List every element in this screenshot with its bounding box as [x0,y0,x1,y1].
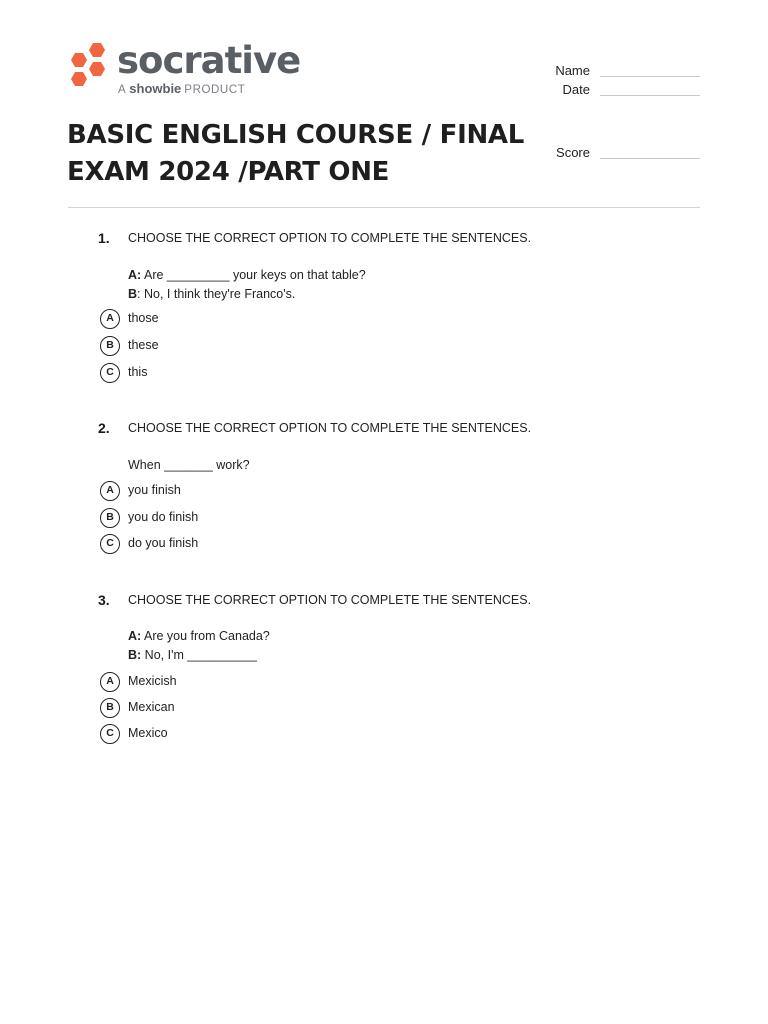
option-letter: C [100,363,120,383]
stem-text: Are you from Canada? [141,629,270,643]
date-line [600,95,700,96]
option-text: you finish [128,483,181,497]
option-c[interactable] [100,363,400,383]
option-letter: C [100,724,120,744]
question-stem-line [128,266,366,285]
socrative-logo [67,39,301,98]
question-prompt: CHOOSE THE CORRECT OPTION TO COMPLETE THE SENTENCES. [128,421,532,435]
option-letter: A [100,309,120,329]
question-stem-line [128,646,257,665]
date-label: Date [562,82,590,97]
name-field[interactable] [540,63,700,81]
score-label: Score [556,145,590,160]
option-letter: A [100,672,120,692]
logo-wordmark: socrative [117,39,301,82]
stem-text: : No, I think they're Franco's. [137,287,296,301]
logo-subtitle [118,81,245,96]
option-letter: B [100,508,120,528]
score-line [600,158,700,159]
hexagon-logo-icon [67,43,107,95]
option-a[interactable] [100,309,400,329]
speaker-label: B [128,287,138,301]
logo-sub-prefix: A [118,84,127,96]
speaker-label: B: [128,648,142,662]
option-b[interactable] [100,508,400,528]
option-letter: B [100,698,120,718]
option-text: do you finish [128,536,199,550]
question-number: 1. [98,230,110,246]
divider [68,207,700,208]
logo-sub-brand: showbie [129,81,182,96]
stem-text: No, I'm __________ [141,648,257,662]
question-number: 2. [98,420,110,436]
question-number: 3. [98,592,110,608]
option-c[interactable] [100,534,400,554]
option-a[interactable] [100,481,400,501]
question-prompt: CHOOSE THE CORRECT OPTION TO COMPLETE THE SENTENCES. [128,231,532,245]
question-stem-line [128,627,270,646]
option-letter: B [100,336,120,356]
option-text: Mexican [128,700,175,714]
question-stem-line: When _______ work? [128,458,250,472]
name-label: Name [555,63,590,78]
page-title: BASIC ENGLISH COURSE / FINAL EXAM 2024 /PART ONE [67,120,524,187]
option-b[interactable] [100,336,400,356]
option-text: those [128,311,159,325]
stem-text: Are _________ your keys on that table? [141,268,366,282]
logo-sub-suffix: PRODUCT [184,84,246,96]
option-c[interactable] [100,724,400,744]
name-line [600,76,700,77]
option-a[interactable] [100,672,400,692]
option-b[interactable] [100,698,400,718]
question-prompt: CHOOSE THE CORRECT OPTION TO COMPLETE THE SENTENCES. [128,593,532,607]
option-text: Mexico [128,726,168,740]
speaker-label: A: [128,268,142,282]
option-text: you do finish [128,510,199,524]
score-field[interactable] [540,145,700,163]
speaker-label: A: [128,629,142,643]
question-stem-line [128,285,295,304]
option-letter: A [100,481,120,501]
option-text: Mexicish [128,674,177,688]
option-letter: C [100,534,120,554]
date-field[interactable] [540,82,700,100]
option-text: these [128,338,159,352]
option-text: this [128,365,148,379]
